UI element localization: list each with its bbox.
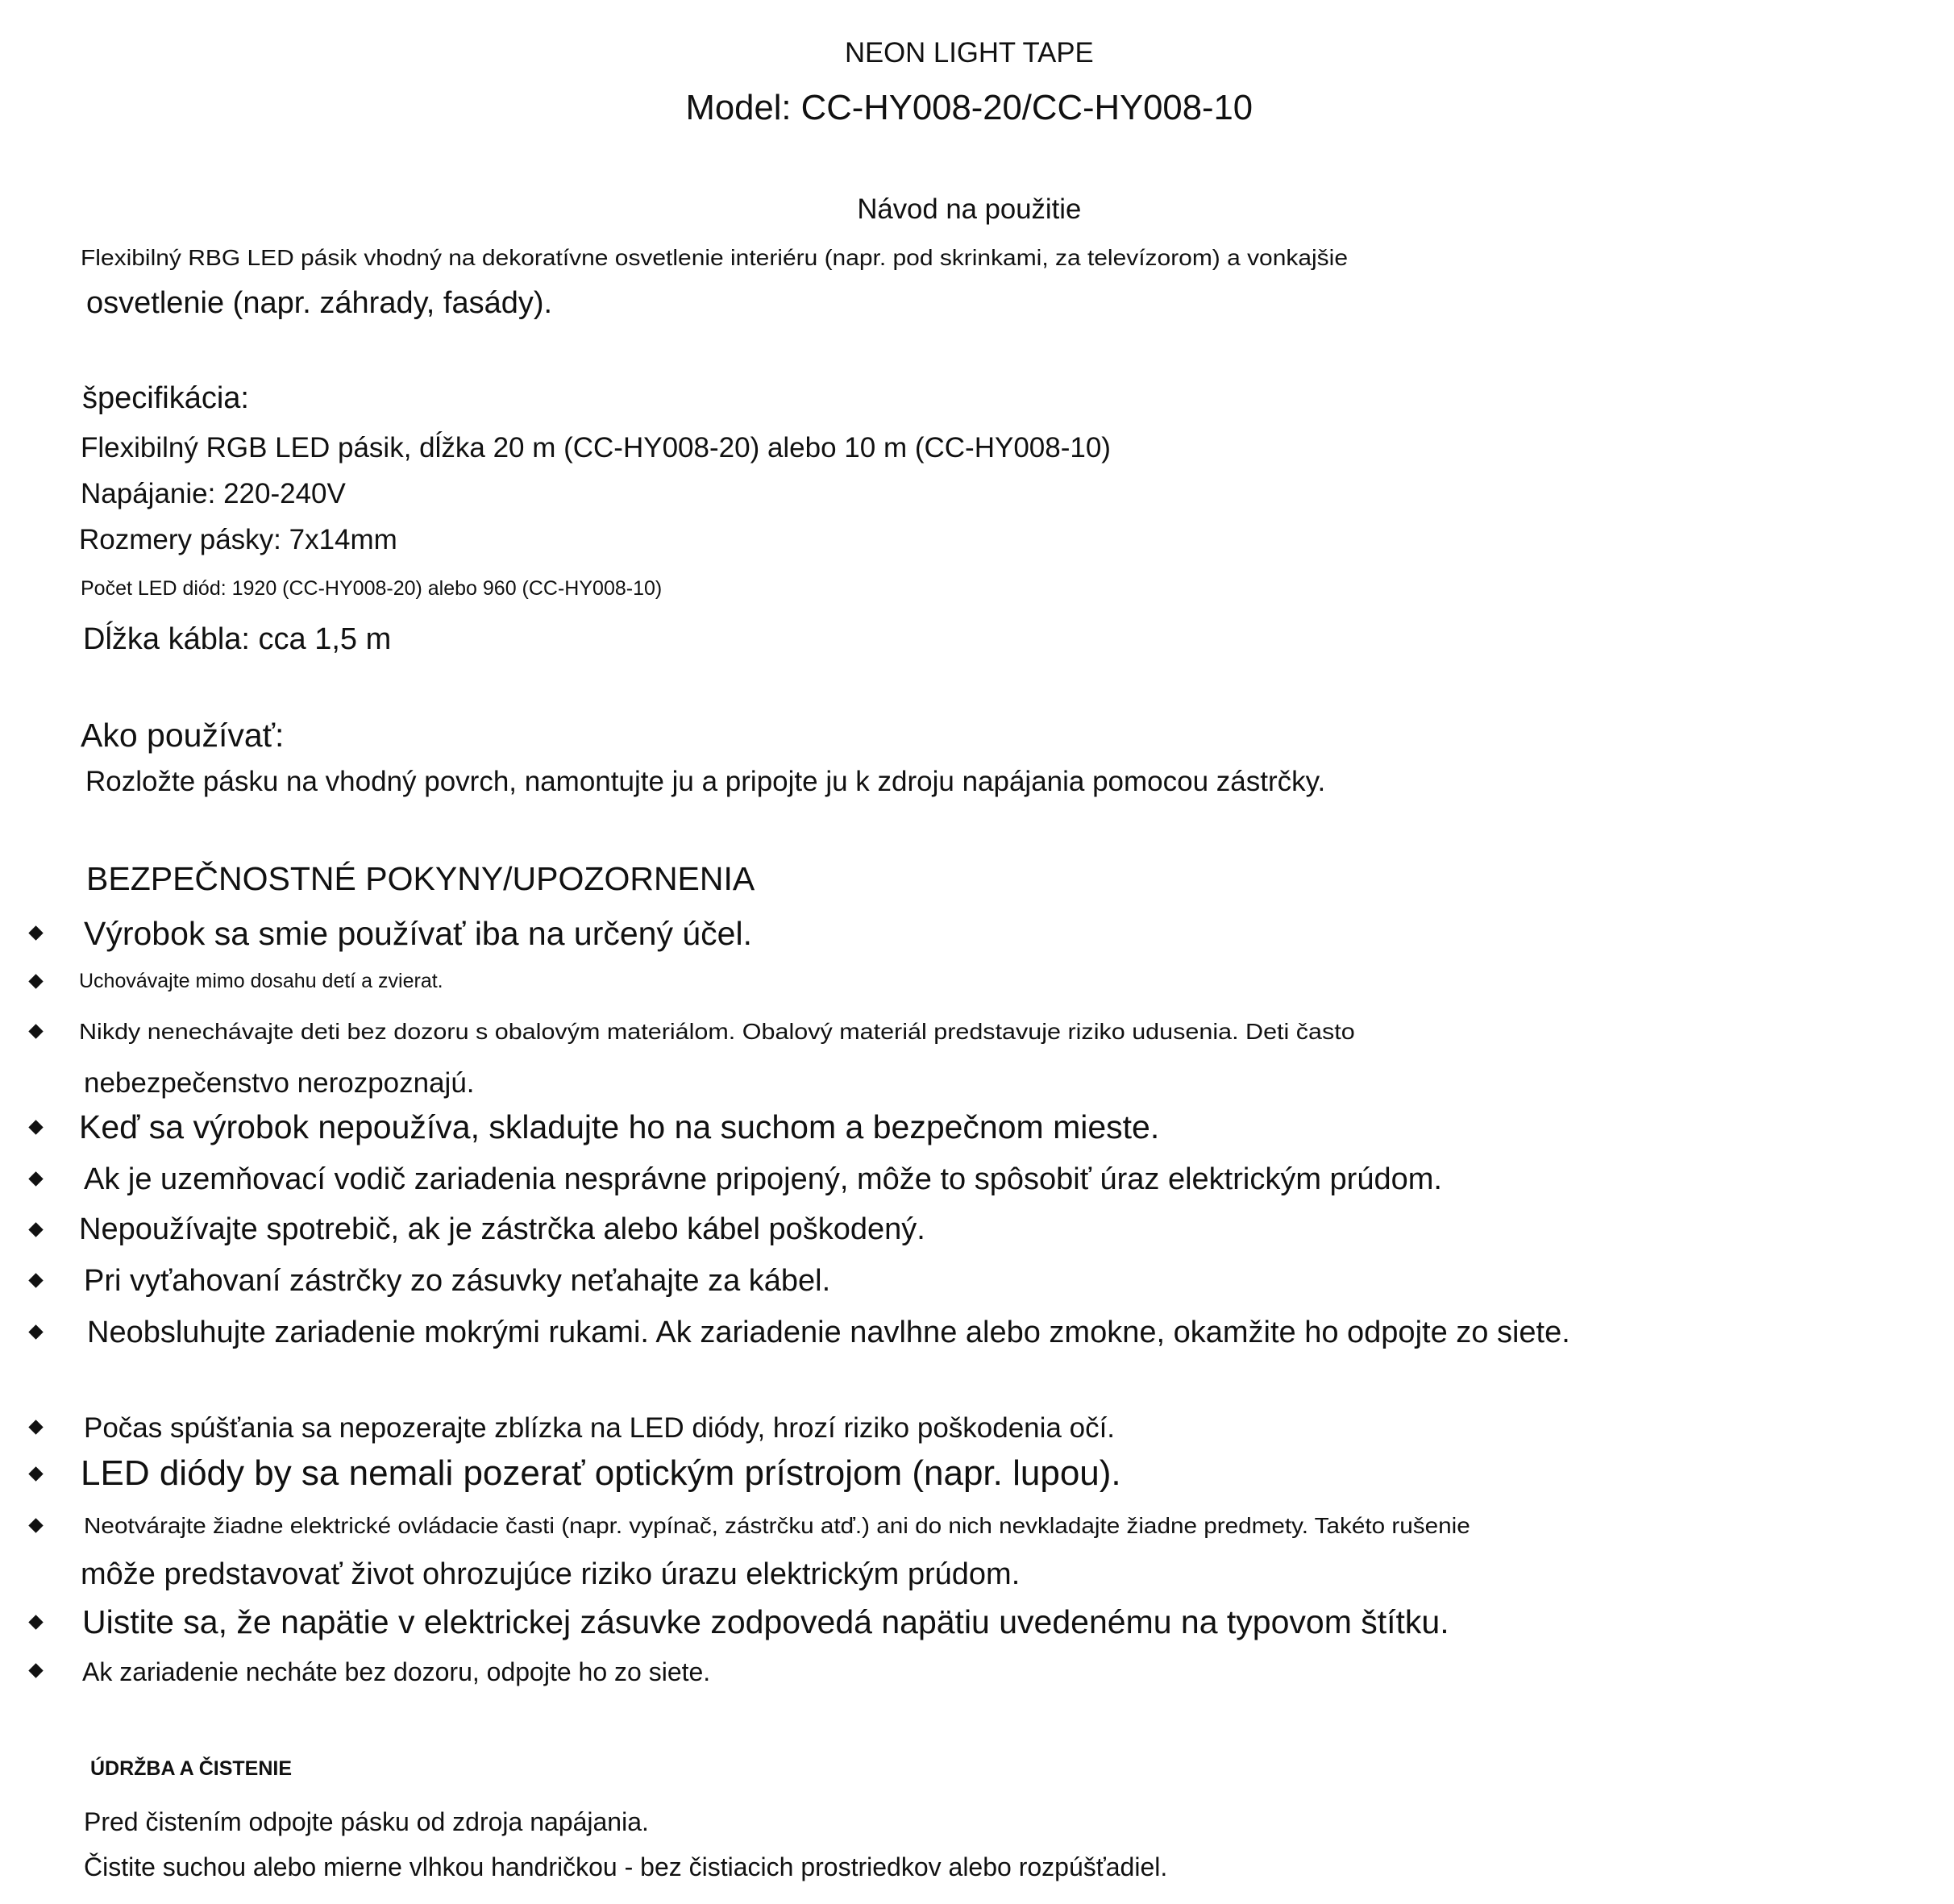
bullet-icon xyxy=(28,1518,43,1532)
usage-heading: Ako používať: xyxy=(81,717,285,754)
spec-power: Napájanie: 220-240V xyxy=(81,478,346,509)
bullet-icon xyxy=(28,1222,43,1237)
safety-heading: BEZPEČNOSTNÉ POKYNY/UPOZORNENIA xyxy=(86,860,755,897)
bullet-icon xyxy=(28,1663,43,1677)
spec-led-count: Počet LED diód: 1920 (CC-HY008-20) alebo 960 (CC-HY008-10) xyxy=(81,577,663,600)
intro-line-2: osvetlenie (napr. záhrady, fasády). xyxy=(86,286,553,320)
safety-item-text: Neobsluhujte zariadenie mokrými rukami. Ak zariadenie navlhne alebo zmokne, okamžite ho odpojte zo siete. xyxy=(87,1316,1570,1349)
safety-item-text: Nepoužívajte spotrebič, ak je zástrčka alebo kábel poškodený. xyxy=(79,1212,925,1246)
safety-item-text: Ak je uzemňovací vodič zariadenia nesprávne pripojený, môže to spôsobiť úraz elektrickým prúdom. xyxy=(84,1162,1442,1196)
safety-item-text: Neotvárajte žiadne elektrické ovládacie časti (napr. vypínač, zástrčku atď.) ani do nich nevkladajte žiadne predmety. Takéto rušenie xyxy=(84,1513,1470,1538)
spec-cable-length: Dĺžka kábla: cca 1,5 m xyxy=(83,622,392,656)
bullet-icon xyxy=(28,1273,43,1287)
safety-item-text: Uchovávajte mimo dosahu detí a zvierat. xyxy=(79,970,443,992)
safety-item-text: Keď sa výrobok nepoužíva, skladujte ho na suchom a bezpečnom mieste. xyxy=(79,1108,1160,1145)
safety-item-text: Počas spúšťania sa nepozerajte zblízka na LED diódy, hrozí riziko poškodenia očí. xyxy=(84,1412,1116,1444)
spec-dimensions: Rozmery pásky: 7x14mm xyxy=(79,524,397,555)
bullet-icon xyxy=(28,1615,43,1629)
bullet-icon xyxy=(28,1324,43,1339)
bullet-icon xyxy=(28,974,43,988)
safety-item-text: Pri vyťahovaní zástrčky zo zásuvky neťahajte za kábel. xyxy=(84,1264,831,1298)
bullet-icon xyxy=(28,1171,43,1186)
bullet-icon xyxy=(28,1466,43,1481)
maintenance-heading: ÚDRŽBA A ČISTENIE xyxy=(90,1757,292,1780)
maintenance-item-1: Pred čistením odpojte pásku od zdroja napájania. xyxy=(84,1807,649,1836)
intro-line-1: Flexibilný RBG LED pásik vhodný na dekoratívne osvetlenie interiéru (napr. pod skrinkami, za televízorom) a vonkajšie xyxy=(81,245,1348,270)
safety-item-continuation: môže predstavovať život ohrozujúce riziko úrazu elektrickým prúdom. xyxy=(81,1557,1021,1591)
safety-item-continuation: nebezpečenstvo nerozpoznajú. xyxy=(84,1067,475,1099)
safety-item-text: Uistite sa, že napätie v elektrickej zásuvke zodpovedá napätiu uvedenému na typovom štítku. xyxy=(82,1603,1449,1640)
spec-heading: špecifikácia: xyxy=(82,381,249,415)
spec-length: Flexibilný RGB LED pásik, dĺžka 20 m (CC-HY008-20) alebo 10 m (CC-HY008-10) xyxy=(81,432,1111,464)
maintenance-item-2: Čistite suchou alebo mierne vlhkou handričkou - bez čistiacich prostriedkov alebo rozpúšťadiel. xyxy=(84,1852,1168,1881)
safety-item-text: Výrobok sa smie používať iba na určený účel. xyxy=(84,915,752,952)
bullet-icon xyxy=(28,925,43,940)
model-number: Model: CC-HY008-20/CC-HY008-10 xyxy=(685,88,1253,127)
bullet-icon xyxy=(28,1120,43,1134)
bullet-icon xyxy=(28,1420,43,1434)
document-title: NEON LIGHT TAPE xyxy=(844,37,1094,69)
safety-item-text: LED diódy by sa nemali pozerať optickým prístrojom (napr. lupou). xyxy=(81,1453,1121,1493)
instructions-heading: Návod na použitie xyxy=(857,193,1082,225)
usage-text: Rozložte pásku na vhodný povrch, namontujte ju a pripojte ju k zdroju napájania pomocou zástrčky. xyxy=(85,766,1326,797)
safety-item-text: Ak zariadenie necháte bez dozoru, odpojte ho zo siete. xyxy=(82,1657,711,1686)
bullet-icon xyxy=(28,1024,43,1038)
safety-item-text: Nikdy nenechávajte deti bez dozoru s obalovým materiálom. Obalový materiál predstavuje riziko udusenia. Deti často xyxy=(79,1019,1355,1044)
